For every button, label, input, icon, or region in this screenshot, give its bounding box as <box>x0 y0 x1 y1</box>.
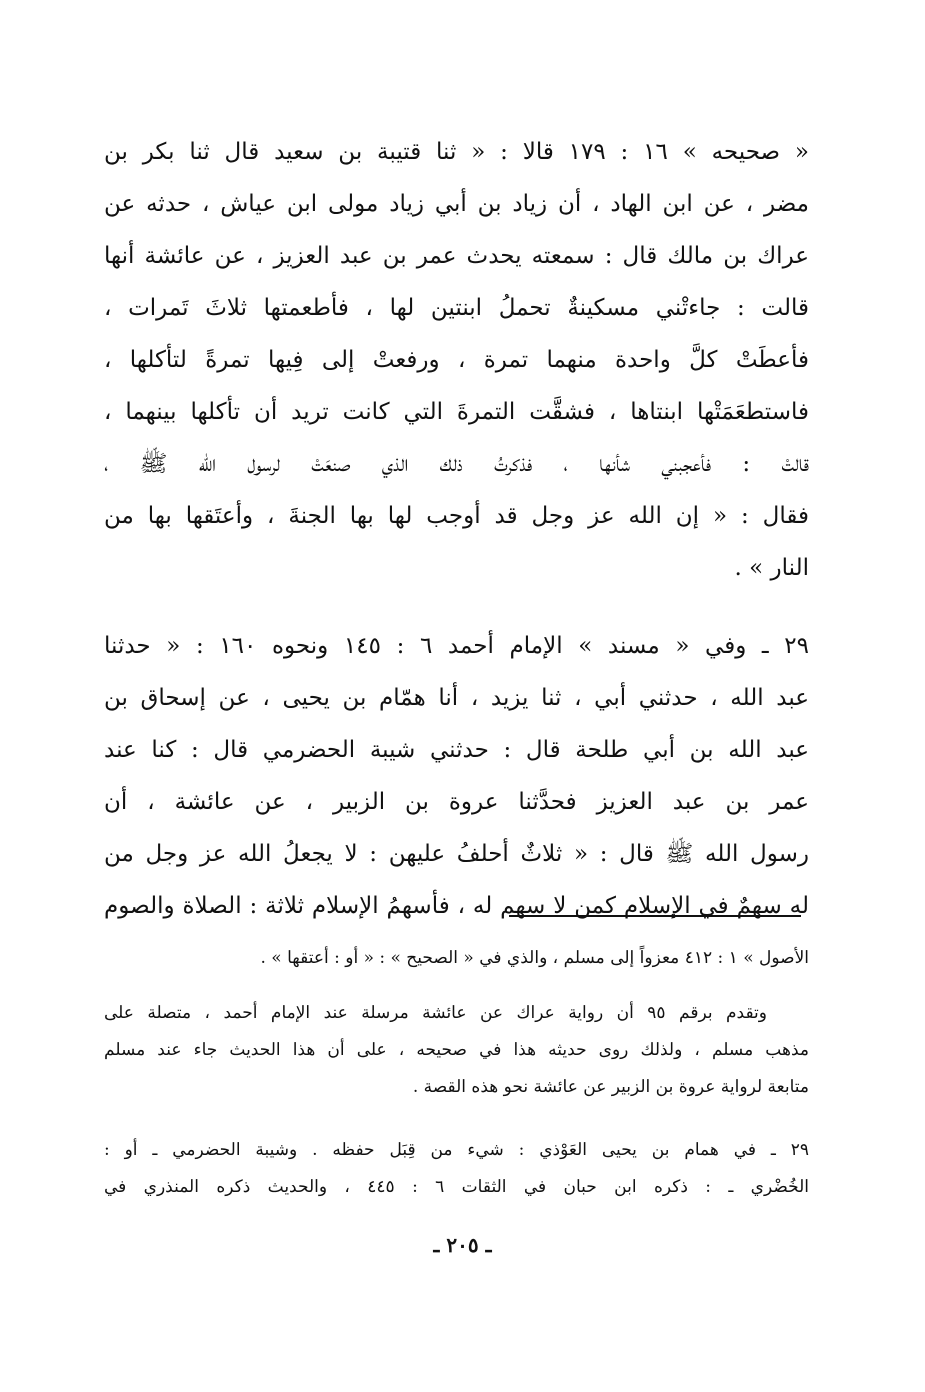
footnote-line: الأصول » ١ : ٤١٢ معزواً إلى مسلم ، والذي في « الصحيح » : « أو : أعتقها » . <box>260 948 809 968</box>
footnote-line: مذهب مسلم ، ولذلك روى حديثه هذا في صحيحه ، على أن هذا الحديث جاء عند مسلم <box>104 1040 809 1060</box>
text-line: مضر ، عن ابن الهاد ، أن زياد بن أبي زياد مولى ابن عياش ، حدثه عن <box>104 190 809 217</box>
text-line: عبد الله بن أبي طلحة قال : حدثني شيبة الحضرمي قال : كنا عند <box>104 736 809 763</box>
text-line: رسول الله ﷺ قال : « ثلاثٌ أحلفُ عليهن : لا يجعلُ الله عز وجل من <box>104 840 809 867</box>
text-line: فأعطَتْ كلَّ واحدة منهما تمرة ، ورفعتْ إلى فِيها تمرةً لتأكلها ، <box>104 346 809 373</box>
footnote-2 <box>104 995 809 1106</box>
footnote-line: متابعة لرواية عروة بن الزبير عن عائشة نحو هذه القصة . <box>412 1077 809 1097</box>
text-line: النار » . <box>734 554 809 581</box>
paragraph-2 <box>104 620 809 932</box>
footnote-line: الخُضْري ـ : ذكره ابن حبان في الثقات ٦ : ٤٤٥ ، والحديث ذكره المنذري في <box>104 1177 809 1197</box>
footnote-3 <box>104 1132 809 1206</box>
text-line: قالت : جاءتْني مسكينةٌ تحملُ ابنتين لها ، فأطعمتها ثلاثَ تَمرات ، <box>104 294 809 321</box>
text-line: قالتْ : فأعجبني شأنها ، فذكرتُ ذلك الذي صنعَتْ لرسول الله ﷺ ، <box>104 450 809 477</box>
text-line: « صحيحه » ١٦ : ١٧٩ قالا : « ثنا قتيبة بن سعيد قال ثنا بكر بن <box>104 138 809 165</box>
text-line: فقال : « إن الله عز وجل قد أوجب لها بها الجنةَ ، وأعتَقها بها من <box>104 502 809 529</box>
main-text <box>104 126 809 932</box>
footnote-divider <box>509 915 801 917</box>
page-number: ـ ٢٠٥ ـ <box>433 1233 492 1257</box>
paragraph-1 <box>104 126 809 594</box>
text-line: له سهمٌ في الإسلام كمن لا سهم له ، فأسهمُ الإسلام ثلاثة : الصلاة والصوم <box>104 892 809 919</box>
text-line: عبد الله ، حدثني أبي ، ثنا يزيد ، أنا همّام بن يحيى ، عن إسحاق بن <box>104 684 809 711</box>
text-line: عمر بن عبد العزيز فحدَّثنا عروة بن الزبير ، عن عائشة ، أن <box>104 788 809 815</box>
text-line: ٢٩ ـ وفي « مسند » الإمام أحمد ٦ : ١٤٥ ونحوه ١٦٠ : « حدثنا <box>104 632 809 659</box>
text-line: عراك بن مالك قال : سمعته يحدث عمر بن عبد العزيز ، عن عائشة أنها <box>104 242 809 269</box>
footnote-line: ٢٩ ـ في همام بن يحيى العَوْذي : شيء من قِبَل حفظه . وشيبة الحضرمي ـ أو : <box>104 1140 809 1160</box>
text-line: فاستطعَمَتْها ابنتاها ، فشقَّت التمرةَ التي كانت تريد أن تأكلها بينهما ، <box>104 398 809 425</box>
footnote-line: وتقدم برقم ٩٥ أن رواية عراك عن عائشة مرسلة عند الإمام أحمد ، متصلة على <box>104 1003 768 1023</box>
footnote-1 <box>104 940 809 977</box>
